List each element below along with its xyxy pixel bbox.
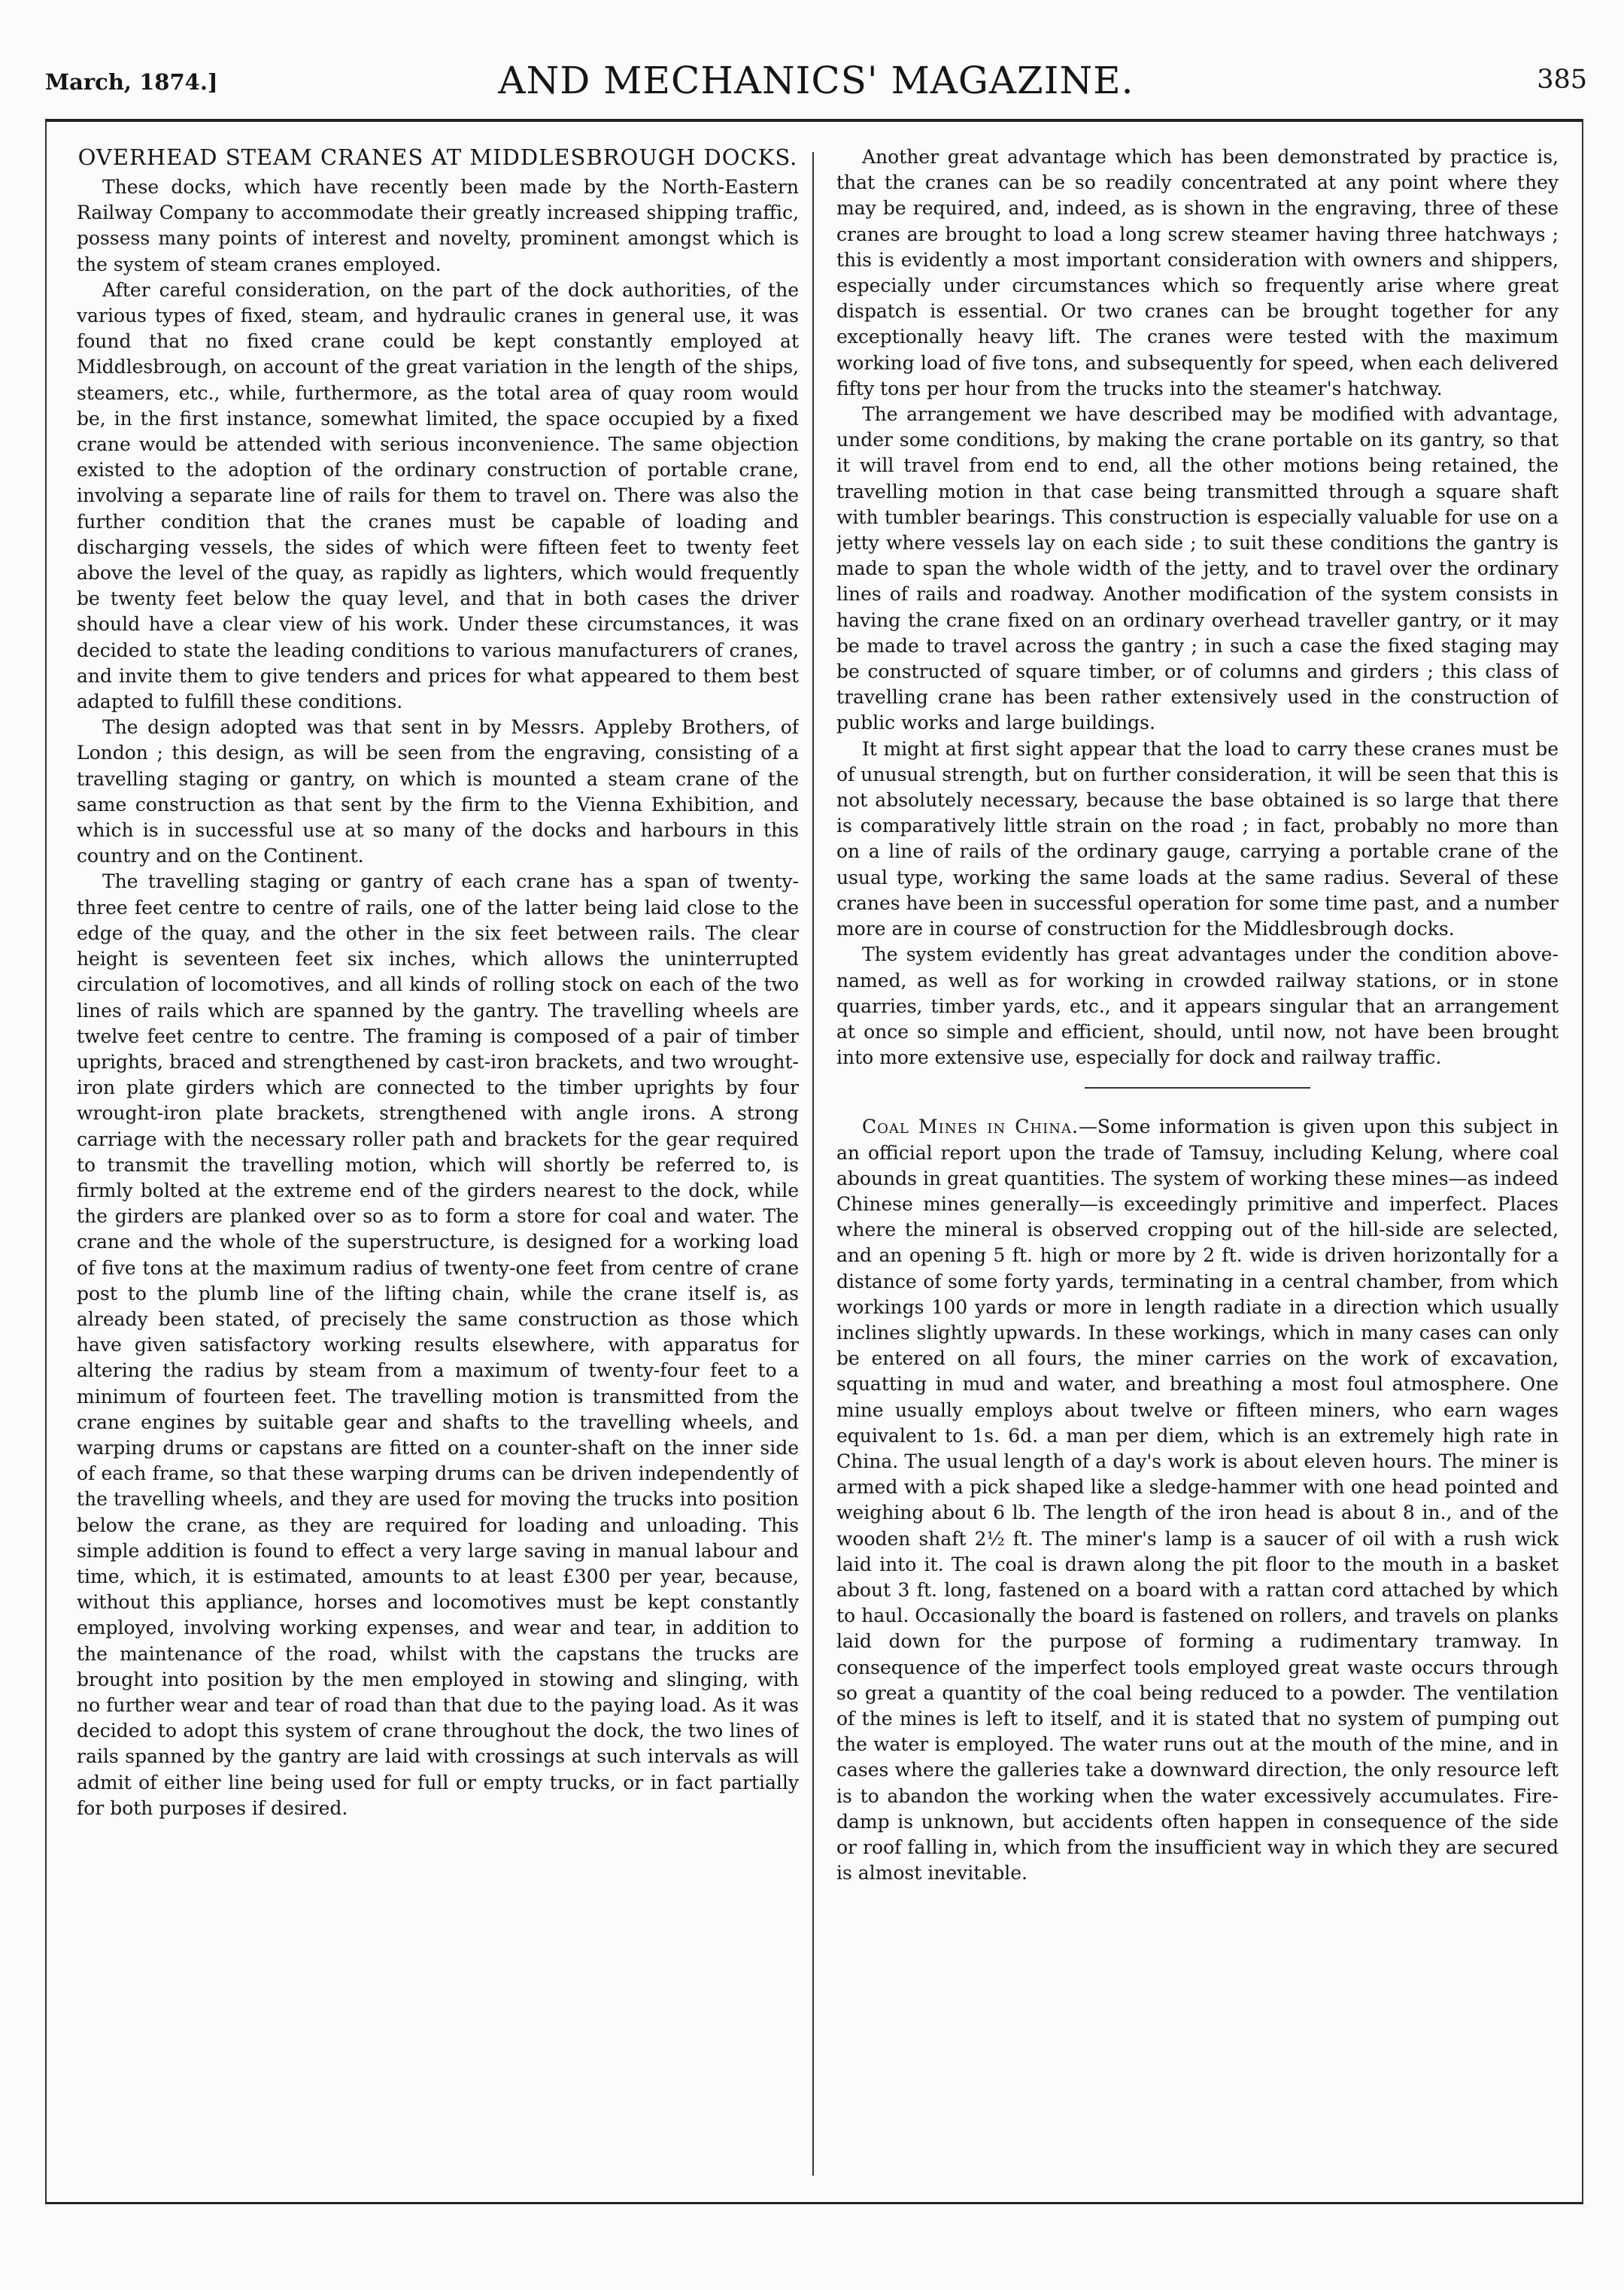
section-separator	[1085, 1087, 1310, 1089]
article-paragraph: The system evidently has great advantages under the condition above-named, as well as for working in crowded railway stations, or in stone quarries, timber yards, etc., and it appears singular that an arrangement at once so simple and efficient, should, until now, not have been brought into more extensive use, especially for dock and railway traffic.	[836, 943, 1559, 1069]
coal-mines-text: —Some information is given upon this subject in an official report upon the trade of Tamsuy, including Kelung, where coal abounds in great quantities. The system of working these mines—as indeed Chinese mines generally—is exceedingly primitive and imperfect. Places where the mineral is observed cropping out of the hill-side are selected, and an opening 5 ft. high or more by 2 ft. wide is driven horizontally for a distance of some forty yards, terminating in a central chamber, from which workings 100 yards or more in length radiate in a direction which usually inclines slightly upwards. In these workings, which in many cases can only be entered on all fours, the miner carries on the work of excavation, squatting in mud and water, and breathing a most foul atmosphere. One mine usually employs about twelve or fifteen miners, who earn wages equivalent to 1s. 6d. a man per diem, which is an extremely high rate in China. The usual length of a day's work is about eleven hours. The miner is armed with a pick shaped like a sledge-hammer with one head pointed and weighing about 6 lb. The length of the iron head is about 8 in., and of the wooden shaft 2½ ft. The miner's lamp is a saucer of oil with a rush wick laid into it. The coal is drawn along the pit floor to the mouth in a basket about 3 ft. long, fastened on a board with a rattan cord attached by which to haul. Occasionally the board is fastened on rollers, and travels on planks laid down for the purpose of forming a rudimentary tramway. In consequence of the imperfect tools employed great waste occurs through so great a quantity of the coal being reduced to a powder. The ventilation of the mines is left to itself, and it is stated that no system of pumping out the water is employed. The water runs out at the mouth of the mine, and in cases where the galleries take a downward direction, the only resource left is to abandon the working when the water excessively accumulates. Fire-damp is unknown, but accidents often happen in consequence of the side or roof falling in, which from the insufficient way in which they are secured is almost inevitable.	[836, 1116, 1559, 1885]
article-paragraph: Another great advantage which has been demonstrated by practice is, that the cranes can be so readily concentrated at any point where they may be required, and, indeed, as is shown in the engraving, three of these cranes are brought to load a long screw steamer having three hatchways ; this is evidently a most important consideration with owners and shippers, especially under circumstances which so frequently arise where great dispatch is essential. Or two cranes can be brought together for any exceptionally heavy lift. The cranes were tested with the maximum working load of five tons, and subsequently for speed, when each delivered fifty tons per hour from the trucks into the steamer's hatchway.	[836, 146, 1559, 399]
magazine-title: AND MECHANICS' MAGAZINE.	[498, 59, 1134, 102]
coal-mines-heading: Coal Mines in China.	[862, 1116, 1079, 1138]
article-paragraph: The arrangement we have described may be modified with advantage, under some conditions, by making the crane portable on its gantry, so that it will travel from end to end, all the other motions being retained, the travelling motion in that case being transmitted through a square shaft with tumbler bearings. This construction is especially valuable for use on a jetty where vessels lay on each side ; to suit these conditions the gantry is made to span the whole width of the jetty, and to travel over the ordinary lines of rails and roadway. Another modification of the system consists in having the crane fixed on an ordinary overhead traveller gantry, or it may be made to travel across the gantry ; in such a case the fixed staging may be constructed of square timber, or of columns and girders ; this class of travelling crane has been rather extensively used in the construction of public works and large buildings.	[836, 403, 1559, 734]
right-column	[836, 144, 1559, 2191]
left-column	[77, 144, 799, 2187]
column-divider	[812, 152, 814, 2176]
article-paragraph: The travelling staging or gantry of each crane has a span of twenty-three feet centre to centre of rails, one of the latter being laid close to the edge of the quay, and the other in the six feet between rails. The clear height is seventeen feet six inches, which allows the uninterrupted circulation of locomotives, and all kinds of rolling stock on each of the two lines of rails which are spanned by the gantry. The travelling wheels are twelve feet centre to centre. The framing is composed of a pair of timber uprights, braced and strengthened by cast-iron brackets, and two wrought-iron plate girders which are connected to the timber uprights by four wrought-iron plate brackets, strengthened with angle irons. A strong carriage with the necessary roller path and brackets for the gear required to transmit the travelling motion, which will shortly be referred to, is firmly bolted at the extreme end of the girders nearest to the dock, while the girders are planked over so as to form a store for coal and water. The crane and the whole of the superstructure, is designed for a working load of five tons at the maximum radius of twenty-one feet from centre of crane post to the plumb line of the lifting chain, while the crane itself is, as already been stated, of precisely the same construction as those which have given satisfactory working results elsewhere, with apparatus for altering the radius by steam from a maximum of twenty-four feet to a minimum of fourteen feet. The travelling motion is transmitted from the crane engines by suitable gear and shafts to the travelling wheels, and warping drums or capstans are fitted on a counter-shaft on the inner side of each frame, so that these warping drums can be driven independently of the travelling wheels, and they are used for moving the trucks into position below the crane, as they are required for loading and unloading. This simple addition is found to effect a very large saving in manual labour and time, which, it is estimated, amounts to at least £300 per year, because, without this appliance, horses and locomotives must be kept constantly employed, involving working expenses, and wear and tear, in addition to the maintenance of the road, whilst with the capstans the trucks are brought into position by the men employed in stowing and slinging, with no further wear and tear of road than that due to the paying load. As it was decided to adopt this system of crane throughout the dock, the two lines of rails spanned by the gantry are laid with crossings at such intervals as will admit of either line being used for full or empty trucks, or in fact partially for both purposes if desired.	[77, 870, 799, 1819]
page-number: 385	[1537, 65, 1587, 95]
article-title: OVERHEAD STEAM CRANES AT MIDDLESBROUGH DOCKS.	[77, 144, 798, 170]
article-paragraph: These docks, which have recently been made by the North-Eastern Railway Company to accommodate their greatly increased shipping traffic, possess many points of interest and novelty, prominent amongst which is the system of steam cranes employed.	[77, 176, 799, 275]
article-paragraph: It might at first sight appear that the load to carry these cranes must be of unusual strength, but on further consideration, it will be seen that this is not absolutely necessary, because the base obtained is so large that there is comparatively little strain on the road ; in fact, probably no more than on a line of rails of the ordinary gauge, carrying a portable crane of the usual type, working the same loads at the same radius. Several of these cranes have been in successful operation for some time past, and a number more are in course of construction for the Middlesbrough docks.	[836, 737, 1559, 940]
page-frame	[45, 119, 1583, 2204]
article-paragraph: The design adopted was that sent in by Messrs. Appleby Brothers, of London ; this design, as will be seen from the engraving, consisting of a travelling staging or gantry, on which is mounted a steam crane of the same construction as that sent by the firm to the Vienna Exhibition, and which is in successful use at so many of the docks and harbours in this country and on the Continent.	[77, 716, 799, 867]
article-paragraph: After careful consideration, on the part of the dock authorities, of the various types of fixed, steam, and hydraulic cranes in general use, it was found that no fixed crane could be kept constantly employed at Middlesbrough, on account of the great variation in the length of the ships, steamers, etc., while, furthermore, as the total area of quay room would be, in the first instance, somewhat limited, the space occupied by a fixed crane would be attended with serious inconvenience. The same objection existed to the adoption of the ordinary construction of portable crane, involving a separate line of rails for them to travel on. There was also the further condition that the cranes must be capable of loading and discharging vessels, the sides of which were fifteen feet to twenty feet above the level of the quay, as rapidly as lighters, which would frequently be twenty feet below the quay level, and that in both cases the driver should have a clear view of his work. Under these circumstances, it was decided to state the leading conditions to various manufacturers of cranes, and invite them to give tenders and prices for what appeared to them best adapted to fulfill these conditions.	[77, 278, 799, 713]
issue-date: March, 1874.]	[45, 69, 218, 95]
page-header	[45, 59, 1587, 111]
coal-mines-article	[836, 1114, 1559, 1886]
